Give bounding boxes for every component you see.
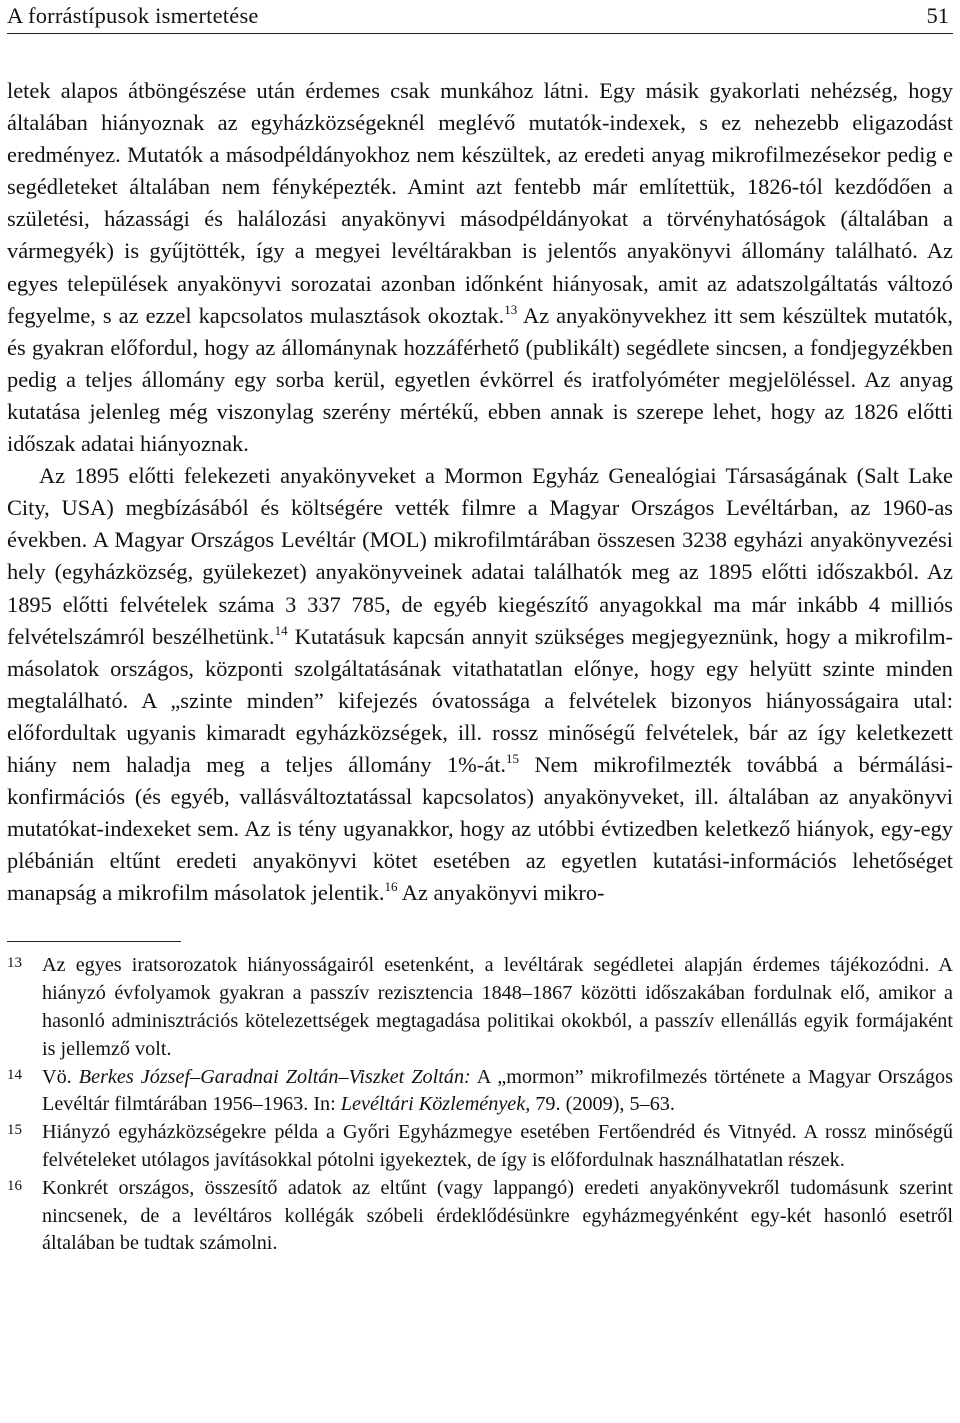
main-text (7, 75, 953, 909)
footnote-ref-15[interactable]: 15 (506, 750, 520, 766)
footnote-text: Az egyes iratsorozatok hiányosságairól esetenként, a levéltárak segédletei alapján érdemes tájékozódni. A hiányzó évfolyamok gyakran a passzív rezisztencia 1848–1867 közötti időszakában fordulnak elő, amikor a hasonló adminisztrációs kötelezettségek megtagadása politikai okokból, a passzív ellenállás egyik formájaként is jellemző volt. (42, 954, 953, 1060)
footnote-number: 14 (7, 1066, 22, 1083)
paragraph: Az 1895 előtti felekezeti anyakönyveket a Mormon Egyház Genealógiai Társaságának (Salt Lake City, USA) megbízásából és költségére vették filmre a Magyar Országos Levéltárban, az 1960-as években. A Magyar Országos Levéltár (MOL) mikrofilmtárában összesen 3238 egyházi anyakönyvezési hely (egyházközség, gyülekezet) anyakönyveinek adatai találhatók meg az 1895 előtti időszakból. Az 1895 előtti felvételek száma 3 337 785, de egyéb kiegészítő anyagokkal ma már inkább 4 milliós felvételszámról beszélhetünk.$^{14}$ Kutatásuk kapcsán annyit szükséges megjegyeznünk, hogy a mikrofilm-másolatok országos, központi szolgáltatásának vitathatatlan előnye, hogy egy helyütt szinte minden megtalálható. A „szinte minden” kifejezés óvatossága a felvételek bizonyos hiányosságaira utal: előfordultak ugyanis kimaradt egyházközségek, ill. rossz minőségű felvételek, bár az így keletkezett hiány nem haladja meg a teljes állomány 1%-át.$^{15}$ Nem mikrofilmezték továbbá a bérmálási-konfirmációs (és egyéb, vallásváltoztatással kapcsolatos) anyakönyveket, ill. általában az anyakönyvi mutatókat-indexeket sem. Az is tény ugyanakkor, hogy az utóbbi évtizedben keletkező hiányok, egy-egy plébánián eltűnt eredeti anyakönyvi kötet esetében az egyetlen kutatási-információs lehetőséget manapság a mikrofilm másolatok jelentik.$^{16}$ Az anyakönyvi mikro- (7, 463, 953, 906)
citation-journal: Levéltári Közlemények, (340, 1093, 531, 1116)
page-number: 51 (926, 3, 949, 28)
paragraph: letek alapos átböngészése után érdemes csak munkához látni. Egy másik gyakorlati nehézség, hogy általában hiányoznak az egyházközségeknél meglévő mutatók-indexek, s ez nehezebb eligazodást eredményez. Mutatók a másodpéldányokhoz nem készültek, az eredeti anyag mikrofilmezésekor pedig e segédleteket általában nem fényképezték. Amint azt fentebb már említettük, 1826-tól kezdődően a születési, házassági és halálozási anyakönyvi másodpéldányokat a törvényhatóságok (általában a vármegyék) is gyűjtötték, így a megyei levéltárakban is jelentős anyakönyvi állomány található. Az egyes települések anyakönyvi sorozatai azonban időnként hiányosak, amit az adatszolgáltatás változó fegyelme, s az ezzel kapcsolatos mulasztások okoztak.$^{13}$ Az anyakönyvekhez itt sem készültek mutatók, és gyakran előfordul, hogy az állománynak hozzáférhető (publikált) segédlete sincsen, a fondjegyzékben pedig a teljes állomány egy sorba kerül, egyetlen évkörrel és iratfolyóméter megjelöléssel. Az anyag kutatása jelenleg még viszonylag szerény mértékű, ebben annak is szerepe lehet, hogy az 1826 előtti időszak adatai hiányoznak. (7, 78, 953, 457)
footnote-number: 13 (7, 955, 22, 972)
footnote-text: Hiányzó egyházközségekre példa a Győri Egyházmegye esetében Fertőendréd és Vitnyéd. A rossz minőségű felvételeket utólagos javításokkal pótolni igyekeztek, de így is előfordulnak használhatatlan részek. (42, 1121, 953, 1172)
footnote-number: 16 (7, 1177, 22, 1194)
footnote-text: Konkrét országos, összesítő adatok az eltűnt (vagy lappangó) eredeti anyakönyvekről tudomásunk szerint nincsenek, de a levéltáros kollégák szóbeli érdeklődésünkre egyházmegyénként egy-két hasonló esetről általában be tudtak számolni. (42, 1176, 953, 1255)
footnote-ref-16[interactable]: 16 (384, 879, 398, 895)
footnote-14: 14 Vö. Berkes József–Garadnai Zoltán–Viszket Zoltán: A „mormon” mikrofilmezés története a Magyar Országos Levéltár filmtárában 1956–1963. In: Levéltári Közlemények, 79. (2009), 5–63. (7, 1065, 953, 1116)
footnote-15 (7, 1119, 953, 1175)
running-header (7, 0, 953, 34)
footnote-divider (7, 941, 181, 942)
footnotes (7, 952, 953, 1258)
citation-authors: Berkes József–Garadnai Zoltán–Viszket Zoltán: (78, 1065, 471, 1088)
footnote-number: 15 (7, 1122, 22, 1139)
footnote-ref-14[interactable]: 14 (274, 622, 288, 638)
footnote-16 (7, 1175, 953, 1258)
footnote-ref-13[interactable]: 13 (504, 301, 518, 317)
footnote-13 (7, 952, 953, 1063)
chapter-title: A forrástípusok ismertetése (7, 3, 259, 28)
